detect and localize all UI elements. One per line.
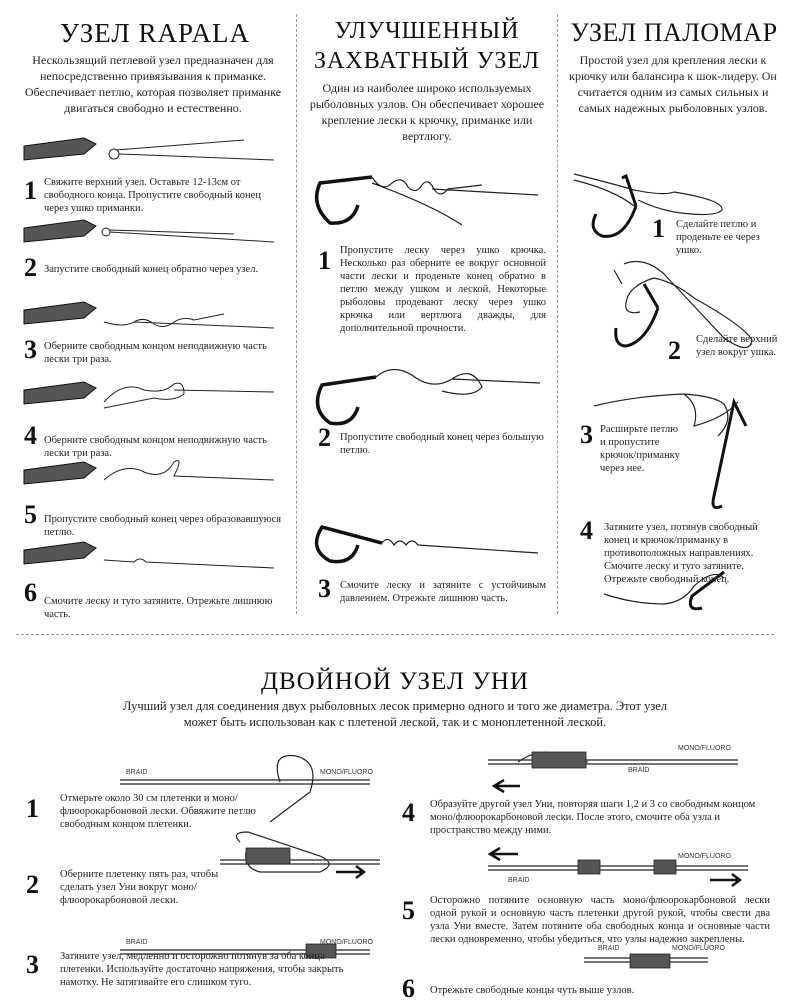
rapala-step-3-text: Оберните свободным концом неподвижную часть лески три раза. xyxy=(44,341,267,365)
lure-1 xyxy=(24,138,96,160)
improved-title-line1: УЛУЧШЕННЫЙ xyxy=(334,18,520,44)
improved-step-1-number: 1 xyxy=(318,246,331,275)
uni-label-braid-1: BRAID xyxy=(126,769,148,776)
lure-3 xyxy=(24,302,96,324)
rapala-step-5-number: 5 xyxy=(24,500,37,529)
palomar-step-1-text: Сделайте петлю и проденьте ее через ушко. xyxy=(676,219,760,256)
lure-2 xyxy=(24,220,96,242)
column-divider-right xyxy=(557,14,558,614)
uni-step-5-number: 5 xyxy=(402,896,415,925)
uni-step-4-text: Образуйте другой узел Уни, повторяя шаги 1,2 и 3 со свободным концом моно/флюорокарбоновой лески. После этого, смочите оба узла и пространство между ними. xyxy=(430,799,756,836)
uni-step-5-text: Осторожно потяните основную часть моно/флюорокарбоновой лески одной рукой и основную часть плетенки другой рукой, чтобы свести два узла Уни вместе. Затем потяните оба свободных конца и основные части лески одновременно, чтобы убедиться, что узлы надежно закреплены. xyxy=(430,895,770,945)
improved-step-2-number: 2 xyxy=(318,423,331,452)
rapala-title: УЗЕЛ RAPALA xyxy=(59,18,251,48)
palomar-step-2-number: 2 xyxy=(668,336,681,365)
rapala-intro: Нескользящий петлевой узел предназначен для непосредственно привязывания к приманке. Обеспечивает петлю, которая позволяет приманке двигаться свободно и естественно. xyxy=(24,53,282,115)
uni-label-mono-1: MONO/FLUORO xyxy=(320,769,373,776)
uni-label-braid-6: BRAID xyxy=(598,945,620,952)
uni-label-braid-5: BRAID xyxy=(508,877,530,884)
palomar-step-1-number: 1 xyxy=(652,214,665,243)
rapala-step-3-number: 3 xyxy=(24,335,37,364)
palomar-step-3-number: 3 xyxy=(580,420,593,449)
uni-label-mono-6: MONO/FLUORO xyxy=(672,945,725,952)
hook-2 xyxy=(318,377,377,424)
improved-step-1-text: Пропустите леску через ушко крючка. Несколько раз оберните ее вокруг основной части лески и проденьте конец обратно в петлю между ушком и леской. Некоторые рыболовы продевают леску через ушко крючка или вертлюга дважды, для дополнительной прочности. xyxy=(340,245,546,334)
uni-label-braid-4: BRAID xyxy=(628,767,650,774)
uni-label-mono-4: MONO/FLUORO xyxy=(678,745,731,752)
column-divider-left xyxy=(296,14,297,614)
hook-1 xyxy=(317,177,372,223)
improved-step-3-text: Смочите леску и затяните с устойчивым давлением. Отрежьте лишнюю часть. xyxy=(340,580,546,604)
uni-label-braid-3: BRAID xyxy=(126,939,148,946)
uni-step-1-number: 1 xyxy=(26,794,39,823)
improved-step-3-number: 3 xyxy=(318,574,331,603)
rapala-step-5-text: Пропустите свободный конец через образовавшуюся петлю. xyxy=(44,514,282,538)
palomar-intro: Простой узел для крепления лески к крючку или балансира к шок-лидеру. Он считается одним из самых сильных и самых надежных рыболовных узлов. xyxy=(569,53,777,115)
uni-step-4-number: 4 xyxy=(402,798,415,827)
uni-step-2-text: Оберните плетенку пять раз, чтобы сделать узел Уни вокруг моно/флюорокарбоновой лески. xyxy=(60,869,219,906)
uni-step-1-text: Отмерьте около 30 см плетенки и моно/флюорокарбоновой лески. Обвяжите петлю свободным концом плетенки. xyxy=(60,793,256,830)
uni-title: ДВОЙНОЙ УЗЕЛ УНИ xyxy=(260,668,530,695)
rapala-step-1-number: 1 xyxy=(24,176,37,205)
uni-step-2-number: 2 xyxy=(26,870,39,899)
rapala-step-6-number: 6 xyxy=(24,578,37,607)
improved-title-line2: ЗАХВАТНЫЙ УЗЕЛ xyxy=(314,48,540,74)
rapala-step-2-text: Запустите свободный конец обратно через узел. xyxy=(44,264,259,275)
palomar-step-4-number: 4 xyxy=(580,516,593,545)
rapala-step-2-number: 2 xyxy=(24,253,37,282)
palomar-hook-3 xyxy=(713,402,746,508)
improved-illustrations xyxy=(312,165,552,585)
section-divider xyxy=(16,634,774,635)
palomar-step-4-text: Затяните узел, потянув свободный конец и крючок/приманку в противоположных направлениях. Смочите леску и туго затяните. Отрежьте свободный конец. xyxy=(604,522,758,585)
rapala-step-6-text: Смочите леску и туго затяните. Отрежьте лишнюю часть. xyxy=(44,596,273,620)
uni-step-3-number: 3 xyxy=(26,950,39,979)
lure-5 xyxy=(24,462,96,484)
rapala-step-1-text: Свяжите верхний узел. Оставьте 12-13см от свободного конца. Пропустите свободный конец через ушко приманки. xyxy=(44,177,261,214)
rapala-step-4-text: Оберните свободным концом неподвижную часть лески три раза. xyxy=(44,435,267,459)
improved-step-2-text: Пропустите свободный конец через большую петлю. xyxy=(340,432,544,456)
lure-6 xyxy=(24,542,96,564)
palomar-step-3-text: Расширьте петлю и пропустите крючок/приманку через нее. xyxy=(600,424,680,474)
hook-3 xyxy=(317,527,382,562)
uni-left-illustrations xyxy=(120,752,380,972)
improved-intro: Один из наиболее широко используемых рыболовных узлов. Он обеспечивает хорошее крепление лески к крючку, приманке или вертлюгу. xyxy=(309,81,545,143)
uni-step-3-text: Затяните узел, медленно и осторожно потянув за оба конца плетенки. Используйте достаточно напряжения, чтобы закрыть намотку. Не затягивайте его слишком туго. xyxy=(60,951,344,988)
palomar-step-2-text: Сделайте верхний узел вокруг ушка. xyxy=(696,334,778,358)
uni-intro-line1: Лучший узел для соединения двух рыболовных лесок примерно одного и того же диаметра. Этот узел xyxy=(122,699,668,713)
uni-label-mono-5: MONO/FLUORO xyxy=(678,853,731,860)
uni-intro-line2: может быть использован как с плетеной леской, так и с моноплетенной леской. xyxy=(183,715,607,729)
rapala-step-4-number: 4 xyxy=(24,421,37,450)
uni-step-6-number: 6 xyxy=(402,974,415,1003)
palomar-hook-2 xyxy=(616,284,658,346)
lure-4 xyxy=(24,382,96,404)
palomar-title: УЗЕЛ ПАЛОМАР xyxy=(570,18,778,47)
uni-step-6-text: Отрежьте свободные концы чуть выше узлов. xyxy=(430,985,635,996)
uni-label-mono-3: MONO/FLUORO xyxy=(320,939,373,946)
